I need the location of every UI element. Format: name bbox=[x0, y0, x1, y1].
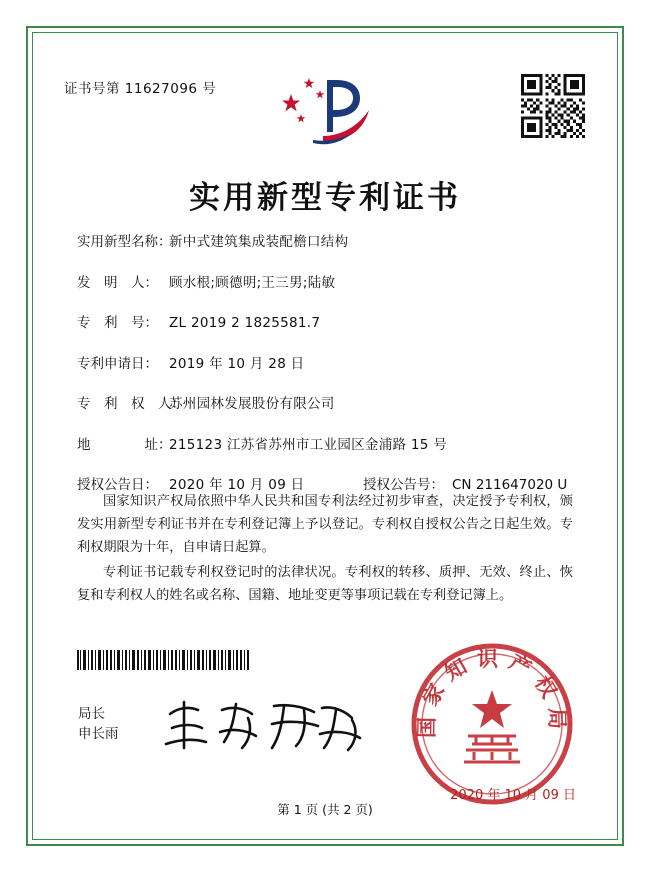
handwritten-signature bbox=[162, 694, 372, 758]
barcode bbox=[77, 650, 249, 670]
field-label: 专 利 号： bbox=[77, 315, 158, 331]
qr-code bbox=[521, 74, 585, 138]
field-label: 授权公告日： bbox=[77, 477, 158, 493]
official-seal bbox=[408, 640, 576, 808]
legal-paragraph-2: 专利证书记载专利权登记时的法律状况。专利权的转移、质押、无效、终止、恢复和专利权人的姓名或名称、国籍、地址变更等事项记载在专利登记簿上。 bbox=[77, 565, 573, 603]
field-row-utility-model-name bbox=[77, 230, 573, 250]
page-number: 第 1 页 (共 2 页) bbox=[277, 802, 373, 817]
director-title-label: 局长 bbox=[78, 706, 105, 722]
field-value: 2020 年 10 月 09 日 bbox=[169, 477, 305, 493]
field-label: 发 明 人： bbox=[77, 274, 158, 291]
field-row-address bbox=[77, 433, 573, 453]
svg-text:国家知识产权局: 国家知识产权局 bbox=[413, 646, 571, 739]
field-row-inventors bbox=[77, 271, 573, 291]
field-label: 专 利 权 人： bbox=[77, 396, 185, 412]
field-value: 苏州园林发展股份有限公司 bbox=[169, 396, 335, 412]
field-row-application-date bbox=[77, 352, 573, 372]
legal-text bbox=[77, 490, 573, 609]
seal-date: 2020 年 10 月 09 日 bbox=[450, 788, 576, 803]
field-row-patentee bbox=[77, 392, 573, 412]
director-signature-labels bbox=[78, 704, 119, 744]
field-label: 实用新型名称： bbox=[77, 234, 172, 250]
field-sub-label: 授权公告号： bbox=[363, 477, 444, 493]
legal-paragraph-1: 国家知识产权局依照中华人民共和国专利法经过初步审查，决定授予专利权，颁发实用新型专利证书并在专利登记簿上予以登记。专利权自授权公告之日起生效。专利权期限为十年，自申请日起算。 bbox=[77, 494, 573, 555]
certificate-serial-number: 证书号第 11627096 号 bbox=[64, 81, 217, 97]
field-value: ZL 2019 2 1825581.7 bbox=[169, 315, 321, 331]
field-value: 2019 年 10 月 28 日 bbox=[169, 355, 305, 372]
field-value: 新中式建筑集成装配檐口结构 bbox=[169, 234, 349, 250]
field-value: 215123 江苏省苏州市工业园区金浦路 15 号 bbox=[169, 436, 448, 453]
page-title: 实用新型专利证书 bbox=[189, 180, 461, 216]
certificate-content bbox=[32, 32, 618, 840]
field-value: 顾水根;顾德明;王三男;陆敏 bbox=[169, 274, 336, 291]
field-row-patent-number bbox=[77, 311, 573, 331]
field-label: 地 址： bbox=[77, 436, 172, 453]
field-label: 专利申请日： bbox=[77, 355, 158, 372]
cnipa-logo-icon bbox=[265, 70, 385, 148]
patent-fields bbox=[77, 230, 573, 514]
field-sub-value: CN 211647020 U bbox=[452, 477, 568, 493]
director-name-label: 申长雨 bbox=[78, 726, 119, 742]
